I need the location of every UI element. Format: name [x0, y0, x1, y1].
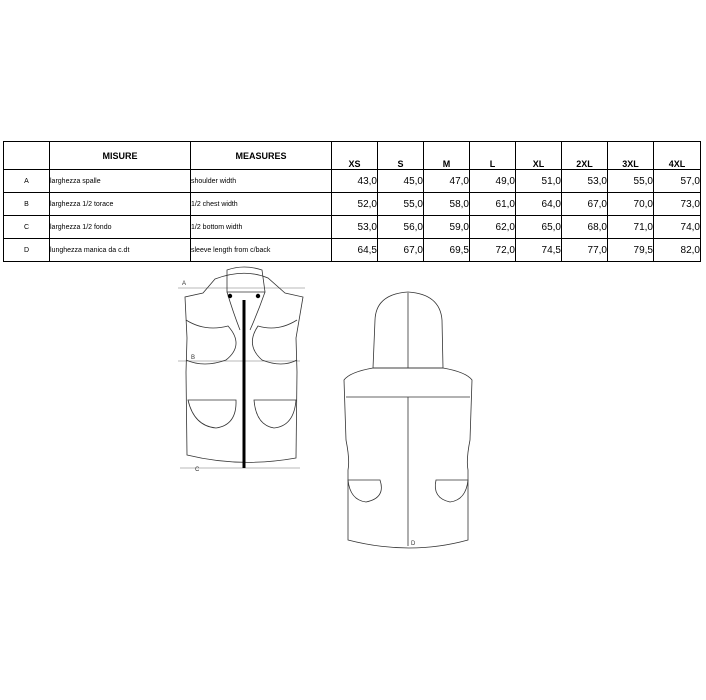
header-measures: MEASURES [191, 142, 332, 170]
value-cell: 65,0 [516, 216, 562, 239]
row-code: B [4, 193, 50, 216]
size-header: L [470, 142, 516, 170]
value-cell: 79,5 [608, 239, 654, 262]
row-label-it: larghezza 1/2 fondo [50, 216, 191, 239]
value-cell: 58,0 [424, 193, 470, 216]
value-cell: 56,0 [378, 216, 424, 239]
value-cell: 43,0 [332, 170, 378, 193]
collar-button-right [256, 294, 260, 298]
value-cell: 62,0 [470, 216, 516, 239]
value-cell: 77,0 [562, 239, 608, 262]
size-header: 4XL [654, 142, 701, 170]
value-cell: 57,0 [654, 170, 701, 193]
size-header: 2XL [562, 142, 608, 170]
value-cell: 67,0 [562, 193, 608, 216]
vest-back-view [344, 292, 472, 548]
left-pocket [188, 400, 236, 428]
value-cell: 64,0 [516, 193, 562, 216]
value-cell: 61,0 [470, 193, 516, 216]
value-cell: 82,0 [654, 239, 701, 262]
value-cell: 73,0 [654, 193, 701, 216]
value-cell: 69,5 [424, 239, 470, 262]
row-code: C [4, 216, 50, 239]
value-cell: 49,0 [470, 170, 516, 193]
value-cell: 45,0 [378, 170, 424, 193]
vest-front-view [178, 267, 305, 468]
size-header: XL [516, 142, 562, 170]
row-label-it: larghezza 1/2 torace [50, 193, 191, 216]
value-cell: 70,0 [608, 193, 654, 216]
row-label-en: shoulder width [191, 170, 332, 193]
value-cell: 72,0 [470, 239, 516, 262]
value-cell: 74,5 [516, 239, 562, 262]
value-cell: 55,0 [378, 193, 424, 216]
value-cell: 67,0 [378, 239, 424, 262]
value-cell: 74,0 [654, 216, 701, 239]
size-header: S [378, 142, 424, 170]
value-cell: 53,0 [332, 216, 378, 239]
back-pocket-left [348, 480, 381, 502]
row-label-en: 1/2 bottom width [191, 216, 332, 239]
row-code: D [4, 239, 50, 262]
size-header: XS [332, 142, 378, 170]
size-header: M [424, 142, 470, 170]
label-d: D [411, 541, 416, 547]
collar-button-left [228, 294, 232, 298]
header-misure: MISURE [50, 142, 191, 170]
right-pocket [254, 400, 296, 428]
value-cell: 52,0 [332, 193, 378, 216]
back-pocket-right [435, 480, 468, 502]
value-cell: 55,0 [608, 170, 654, 193]
value-cell: 47,0 [424, 170, 470, 193]
right-armhole [252, 320, 297, 364]
value-cell: 59,0 [424, 216, 470, 239]
value-cell: 53,0 [562, 170, 608, 193]
value-cell: 64,5 [332, 239, 378, 262]
label-c: C [195, 467, 200, 473]
value-cell: 71,0 [608, 216, 654, 239]
row-label-en: sleeve length from c/back [191, 239, 332, 262]
label-b: B [191, 355, 196, 361]
value-cell: 68,0 [562, 216, 608, 239]
row-label-en: 1/2 chest width [191, 193, 332, 216]
row-code: A [4, 170, 50, 193]
value-cell: 51,0 [516, 170, 562, 193]
label-a: A [182, 281, 187, 287]
row-label-it: larghezza spalle [50, 170, 191, 193]
size-header: 3XL [608, 142, 654, 170]
row-label-it: lunghezza manica da c.dt [50, 239, 191, 262]
